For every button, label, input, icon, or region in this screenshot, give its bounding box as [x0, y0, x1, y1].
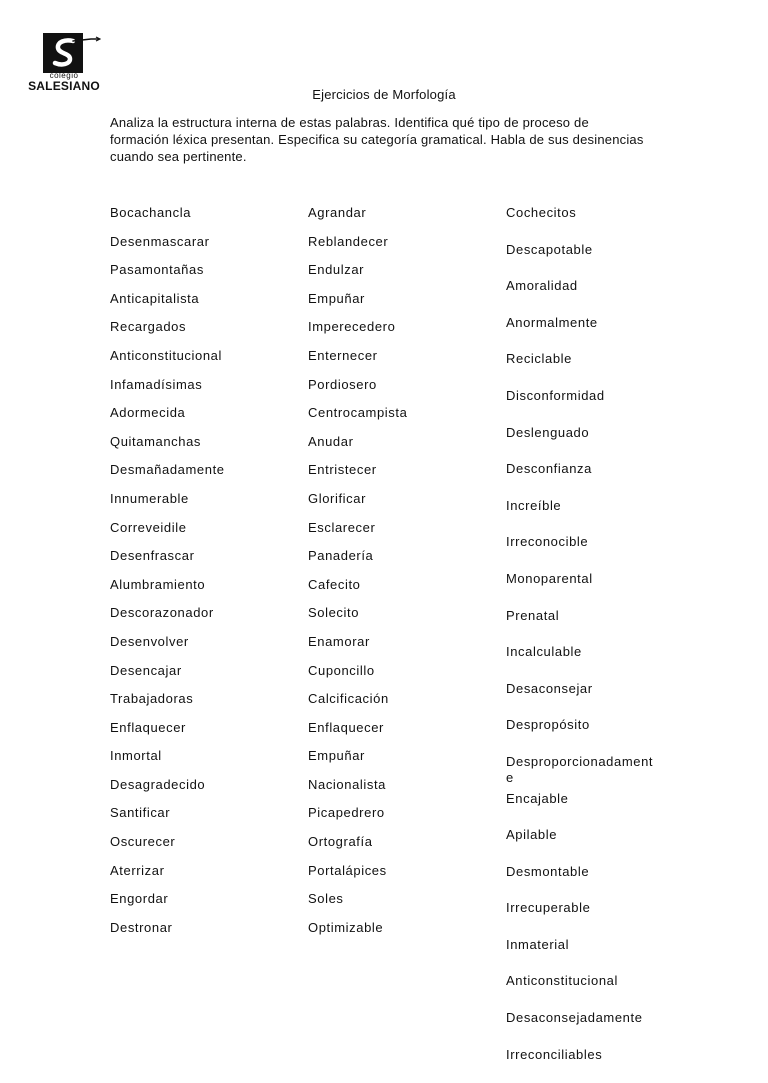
word-item: Imperecedero	[308, 319, 396, 335]
word-item: Innumerable	[110, 490, 189, 506]
word-item: Desproporcionadamente	[506, 753, 654, 785]
word-item: Empuñar	[308, 748, 365, 764]
word-item: Centrocampista	[308, 405, 408, 421]
word-item: Infamadísimas	[110, 376, 203, 392]
word-item: Desmañadamente	[110, 462, 225, 478]
word-item: Solecito	[308, 605, 360, 621]
word-item: Cafecito	[308, 576, 361, 592]
word-item: Soles	[308, 891, 344, 907]
word-item: Desmontable	[506, 863, 590, 879]
word-item: Recargados	[110, 319, 187, 335]
word-item: Nacionalista	[308, 776, 387, 792]
word-item: Desconfianza	[506, 461, 592, 477]
word-item: Amoralidad	[506, 278, 578, 294]
logo-colegio-text: colegio	[49, 71, 79, 80]
word-item: Incalculable	[506, 644, 582, 660]
document-title: Ejercicios de Morfología	[312, 87, 456, 102]
word-item: Desenfrascar	[110, 548, 195, 564]
word-item: Glorificar	[308, 490, 367, 506]
word-item: Empuñar	[308, 290, 365, 306]
word-item: Irrecuperable	[506, 900, 591, 916]
word-item: Anudar	[308, 433, 354, 449]
word-item: Cuponcillo	[308, 662, 375, 678]
word-item: Agrandar	[308, 205, 367, 220]
word-item: Increíble	[506, 497, 562, 513]
word-item: Destronar	[110, 919, 173, 935]
word-item: Alumbramiento	[110, 576, 206, 592]
word-item: Pordiosero	[308, 376, 377, 392]
word-item: Desencajar	[110, 662, 182, 678]
word-item: Reblandecer	[308, 233, 389, 249]
word-item: Quitamanchas	[110, 433, 202, 449]
word-item: Oscurecer	[110, 834, 176, 850]
salesian-s-logo-icon	[43, 33, 83, 73]
word-item: Calcificación	[308, 691, 389, 707]
word-item: Despropósito	[506, 717, 590, 733]
word-item: Deslenguado	[506, 424, 590, 440]
word-item: Enflaquecer	[308, 719, 384, 735]
word-item: Monoparental	[506, 570, 593, 586]
word-item: Adormecida	[110, 405, 186, 421]
word-item: Reciclable	[506, 351, 572, 367]
word-item: Aterrizar	[110, 862, 165, 878]
word-item: Picapedrero	[308, 805, 385, 821]
word-item: Entristecer	[308, 462, 377, 478]
word-item: Anticonstitucional	[110, 347, 222, 363]
word-item: Disconformidad	[506, 387, 605, 403]
word-item: Pasamontañas	[110, 262, 204, 278]
instructions-paragraph: Analiza la estructura interna de estas palabras. Identifica qué tipo de proceso de formación léxica presentan. Especifica su categoría gramatical. Habla de sus desinencias cuando sea pertinente.	[110, 115, 644, 164]
word-column-3	[506, 205, 656, 1083]
word-item: Inmortal	[110, 748, 162, 764]
word-item: Enternecer	[308, 347, 378, 363]
word-column-2	[308, 205, 493, 948]
word-item: Cochecitos	[506, 205, 577, 220]
word-item: Desenmascarar	[110, 233, 210, 249]
word-item: Irreconocible	[506, 534, 589, 550]
word-item: Enflaquecer	[110, 719, 186, 735]
word-item: Esclarecer	[308, 519, 376, 535]
word-item: Desaconsejadamente	[506, 1010, 643, 1026]
word-item: Engordar	[110, 891, 169, 907]
word-item: Panadería	[308, 548, 374, 564]
word-item: Prenatal	[506, 607, 560, 623]
word-item: Correveidile	[110, 519, 187, 535]
word-item: Descapotable	[506, 241, 593, 257]
word-item: Descorazonador	[110, 605, 214, 621]
word-item: Endulzar	[308, 262, 365, 278]
word-item: Encajable	[506, 790, 569, 806]
word-item: Desenvolver	[110, 633, 189, 649]
word-item: Inmaterial	[506, 936, 570, 952]
word-item: Anticonstitucional	[506, 973, 618, 989]
school-logo	[26, 30, 102, 94]
word-item: Desagradecido	[110, 776, 206, 792]
word-column-1	[110, 205, 295, 948]
word-item: Trabajadoras	[110, 691, 194, 707]
word-item: Santificar	[110, 805, 171, 821]
word-item: Optimizable	[308, 919, 384, 935]
word-item: Apilable	[506, 827, 558, 843]
word-item: Ortografía	[308, 834, 373, 850]
word-item: Irreconciliables	[506, 1046, 603, 1062]
word-item: Anticapitalista	[110, 290, 200, 306]
word-item: Bocachancla	[110, 205, 192, 220]
logo-school-name: SALESIANO	[28, 79, 100, 93]
word-item: Portalápices	[308, 862, 387, 878]
word-item: Anormalmente	[506, 314, 598, 330]
word-item: Desaconsejar	[506, 680, 593, 696]
word-item: Enamorar	[308, 633, 370, 649]
